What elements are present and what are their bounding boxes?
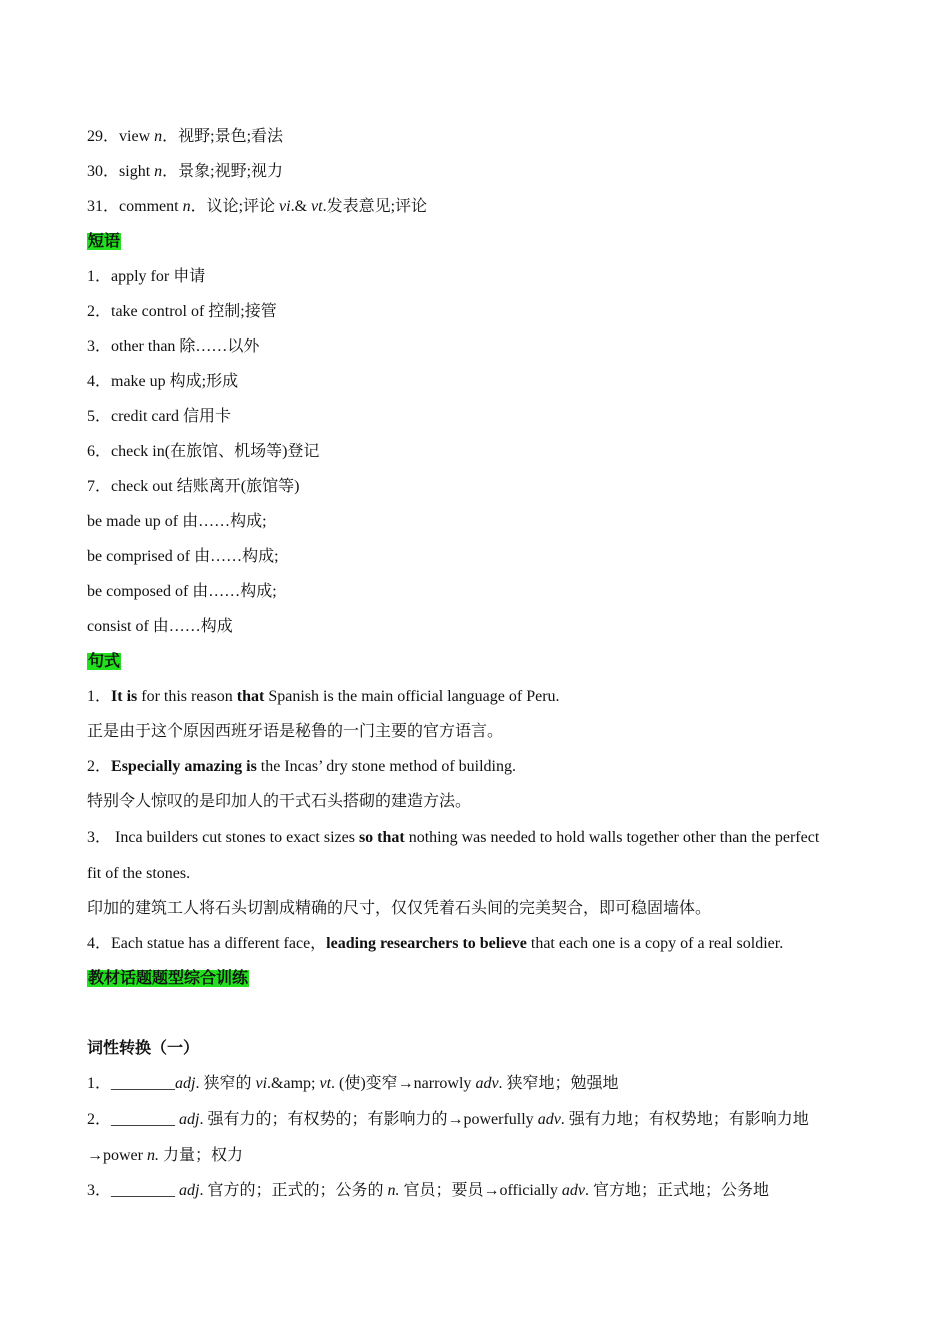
section-heading-phrases: [87, 224, 877, 259]
definition-text: . (使)变窄→narrowly: [331, 1075, 476, 1092]
definition-text: .&amp;: [267, 1075, 320, 1092]
sentence-text: Spanish is the main official language of Peru.: [264, 688, 560, 705]
answer-blank: ________: [111, 1111, 180, 1128]
part-of-speech: adj: [179, 1111, 200, 1128]
item-number: 4．: [87, 935, 112, 952]
conversion-line: [87, 1066, 877, 1101]
part-of-speech: n: [154, 128, 163, 145]
item-number: 29．: [87, 128, 120, 145]
sentence-text: Inca builders cut stones to exact sizes: [111, 829, 359, 846]
bold-structure: leading researchers to believe: [326, 935, 527, 952]
part-of-speech: n.: [387, 1182, 400, 1199]
vocab-line: [87, 154, 877, 189]
conversion-line: [87, 1101, 877, 1138]
highlighted-heading: 句式: [88, 653, 121, 670]
part-of-speech: adj: [179, 1182, 200, 1199]
vocab-line: [87, 189, 877, 224]
phrase-line: 3．other than 除……以外: [87, 338, 260, 355]
definition-text: . 狭窄的: [195, 1075, 256, 1092]
definition-text: . 强有力地；有权势地；有影响力地: [560, 1111, 809, 1128]
definition-text: →power: [87, 1147, 147, 1164]
part-of-speech: n.: [146, 1147, 159, 1164]
sentence-line: [87, 926, 877, 961]
sentence-text: that each one is a copy of a real soldier.: [526, 935, 784, 952]
phrase-line: 4．make up 构成;形成: [87, 373, 239, 390]
conversion-heading: 词性转换（一）: [87, 1040, 200, 1057]
sentence-translation: 印加的建筑工人将石头切割成精确的尺寸，仅仅凭着石头间的完美契合，即可稳固墙体。: [87, 900, 712, 917]
section-heading-sentences: [87, 644, 877, 679]
item-number: 2．: [87, 1111, 112, 1128]
phrase-line: be comprised of 由……构成;: [87, 548, 279, 565]
bold-structure: It is: [111, 688, 138, 705]
bold-structure: Especially amazing is: [111, 758, 257, 775]
vocab-meaning: ．视野;景色;看法: [162, 128, 284, 145]
item-number: 3．: [87, 1182, 112, 1199]
vocab-word: comment: [119, 198, 183, 215]
part-of-speech: adv: [561, 1182, 585, 1199]
sentence-text: nothing was needed to hold walls together other than the perfect: [404, 829, 820, 846]
conversion-continuation: [87, 1138, 877, 1173]
bold-structure: that: [236, 688, 265, 705]
item-number: 31．: [87, 198, 120, 215]
vocab-meaning: ．议论;评论: [190, 198, 280, 215]
vocab-line: [87, 119, 877, 154]
sentence-line: [87, 749, 877, 784]
vocab-word: view: [119, 128, 155, 145]
item-number: 3．: [87, 829, 112, 846]
conversion-line: [87, 1173, 877, 1208]
vocab-word: sight: [119, 163, 155, 180]
vocab-meaning: ．景象;视野;视力: [162, 163, 284, 180]
phrase-line: 7．check out 结账离开(旅馆等): [87, 478, 300, 495]
document-page: [87, 119, 877, 1208]
bold-structure: so that: [358, 829, 405, 846]
sentence-text: Each statue has a different face，: [111, 935, 327, 952]
phrase-line: consist of 由……构成: [87, 618, 233, 635]
answer-blank: ________: [111, 1182, 180, 1199]
sentence-continuation: fit of the stones.: [87, 865, 191, 882]
part-of-speech: vt: [319, 1075, 332, 1092]
sentence-translation: 特别令人惊叹的是印加人的干式石头搭砌的建造方法。: [87, 793, 472, 810]
phrase-line: 1．apply for 申请: [87, 268, 206, 285]
sentence-line: [87, 679, 877, 714]
definition-text: . 官方的；正式的；公务的: [199, 1182, 388, 1199]
definition-text: 官员；要员→officially: [399, 1182, 562, 1199]
sentence-line: [87, 819, 877, 856]
part-of-speech: vi: [279, 198, 291, 215]
part-of-speech: adv: [475, 1075, 499, 1092]
part-of-speech: n: [182, 198, 191, 215]
definition-text: 力量；权力: [158, 1147, 243, 1164]
item-number: 1．: [87, 688, 112, 705]
sentence-translation: 正是由于这个原因西班牙语是秘鲁的一门主要的官方语言。: [87, 723, 504, 740]
answer-blank: ________: [111, 1075, 176, 1092]
phrase-line: 5．credit card 信用卡: [87, 408, 231, 425]
part-of-speech: adj: [175, 1075, 196, 1092]
sentence-text: for this reason: [137, 688, 237, 705]
vocab-meaning: .发表意见;评论: [322, 198, 428, 215]
definition-text: . 狭窄地；勉强地: [498, 1075, 619, 1092]
phrase-line: 2．take control of 控制;接管: [87, 303, 277, 320]
phrase-line: be composed of 由……构成;: [87, 583, 277, 600]
definition-text: . 强有力的；有权势的；有影响力的→powerfully: [199, 1111, 538, 1128]
highlighted-heading: 教材话题题型综合训练: [88, 970, 249, 987]
part-of-speech: vi: [255, 1075, 268, 1092]
spacer: [87, 996, 877, 1031]
highlighted-heading: 短语: [88, 233, 121, 250]
phrase-line: be made up of 由……构成;: [87, 513, 267, 530]
part-of-speech: n: [154, 163, 163, 180]
part-of-speech: adv: [537, 1111, 561, 1128]
item-number: 1．: [87, 1075, 112, 1092]
section-heading-training: [87, 961, 877, 996]
item-number: 30．: [87, 163, 120, 180]
item-number: 2．: [87, 758, 112, 775]
definition-text: . 官方地；正式地；公务地: [584, 1182, 769, 1199]
sentence-text: the Incas’ dry stone method of building.: [256, 758, 516, 775]
phrase-line: 6．check in(在旅馆、机场等)登记: [87, 443, 320, 460]
part-of-speech: vt: [311, 198, 323, 215]
separator: .&: [290, 198, 312, 215]
